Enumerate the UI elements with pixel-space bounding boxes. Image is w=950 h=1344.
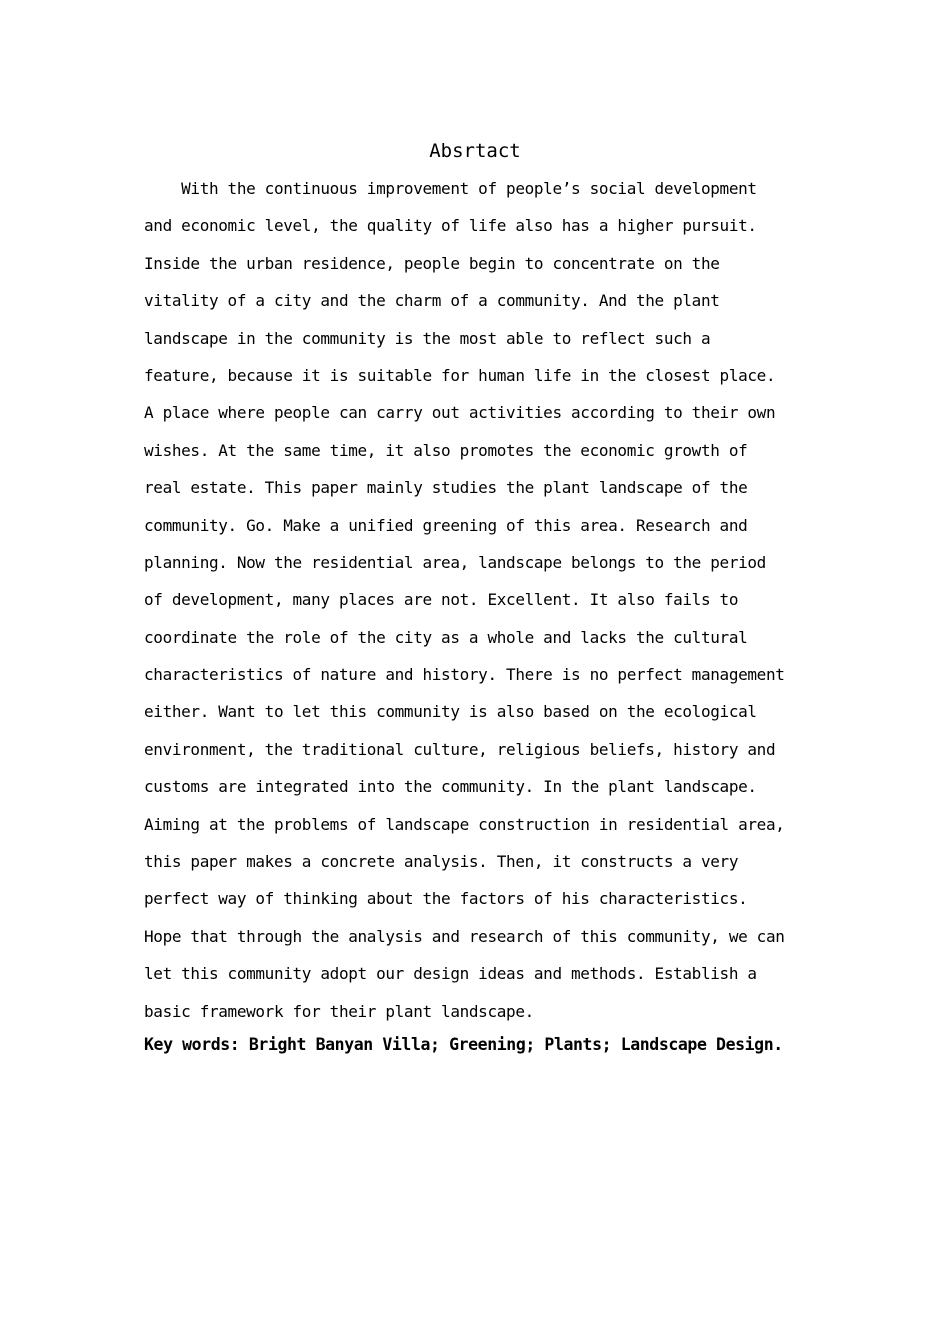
abstract-line: let this community adopt our design ideas and methods. Establish a [144,964,757,984]
abstract-line: vitality of a city and the charm of a community. And the plant [144,291,720,311]
abstract-title: Absrtact [429,140,521,162]
abstract-line: Inside the urban residence, people begin to concentrate on the [144,253,720,273]
abstract-line: With the continuous improvement of people’s social development [144,179,757,198]
abstract-line: feature, because it is suitable for human life in the closest place. [144,365,776,385]
abstract-line: this paper makes a concrete analysis. Then, it constructs a very [144,852,739,872]
abstract-line: basic framework for their plant landscape. [144,1001,534,1021]
abstract-line: characteristics of nature and history. There is no perfect management [144,665,785,685]
abstract-body [144,170,814,1030]
abstract-line: landscape in the community is the most able to reflect such a [144,328,711,348]
abstract-line: of development, many places are not. Excellent. It also fails to [144,590,739,610]
abstract-line: perfect way of thinking about the factors of his characteristics. [144,889,748,909]
abstract-line: A place where people can carry out activities according to their own [144,403,776,423]
abstract-line: customs are integrated into the community. In the plant landscape. [144,777,757,797]
abstract-line: planning. Now the residential area, landscape belongs to the period [144,552,766,572]
abstract-line: and economic level, the quality of life also has a higher pursuit. [144,216,757,236]
abstract-line: either. Want to let this community is also based on the ecological [144,702,757,722]
abstract-line: Hope that through the analysis and research of this community, we can [144,926,785,946]
abstract-line: Aiming at the problems of landscape construction in residential area, [144,814,785,834]
abstract-line: community. Go. Make a unified greening of this area. Research and [144,515,748,535]
abstract-line: coordinate the role of the city as a whole and lacks the cultural [144,627,748,647]
keywords-line: Key words: Bright Banyan Villa; Greening; Plants; Landscape Design. [144,1035,783,1054]
abstract-line: wishes. At the same time, it also promotes the economic growth of [144,440,748,460]
abstract-line: real estate. This paper mainly studies the plant landscape of the [144,478,748,498]
abstract-line: environment, the traditional culture, religious beliefs, history and [144,739,776,759]
